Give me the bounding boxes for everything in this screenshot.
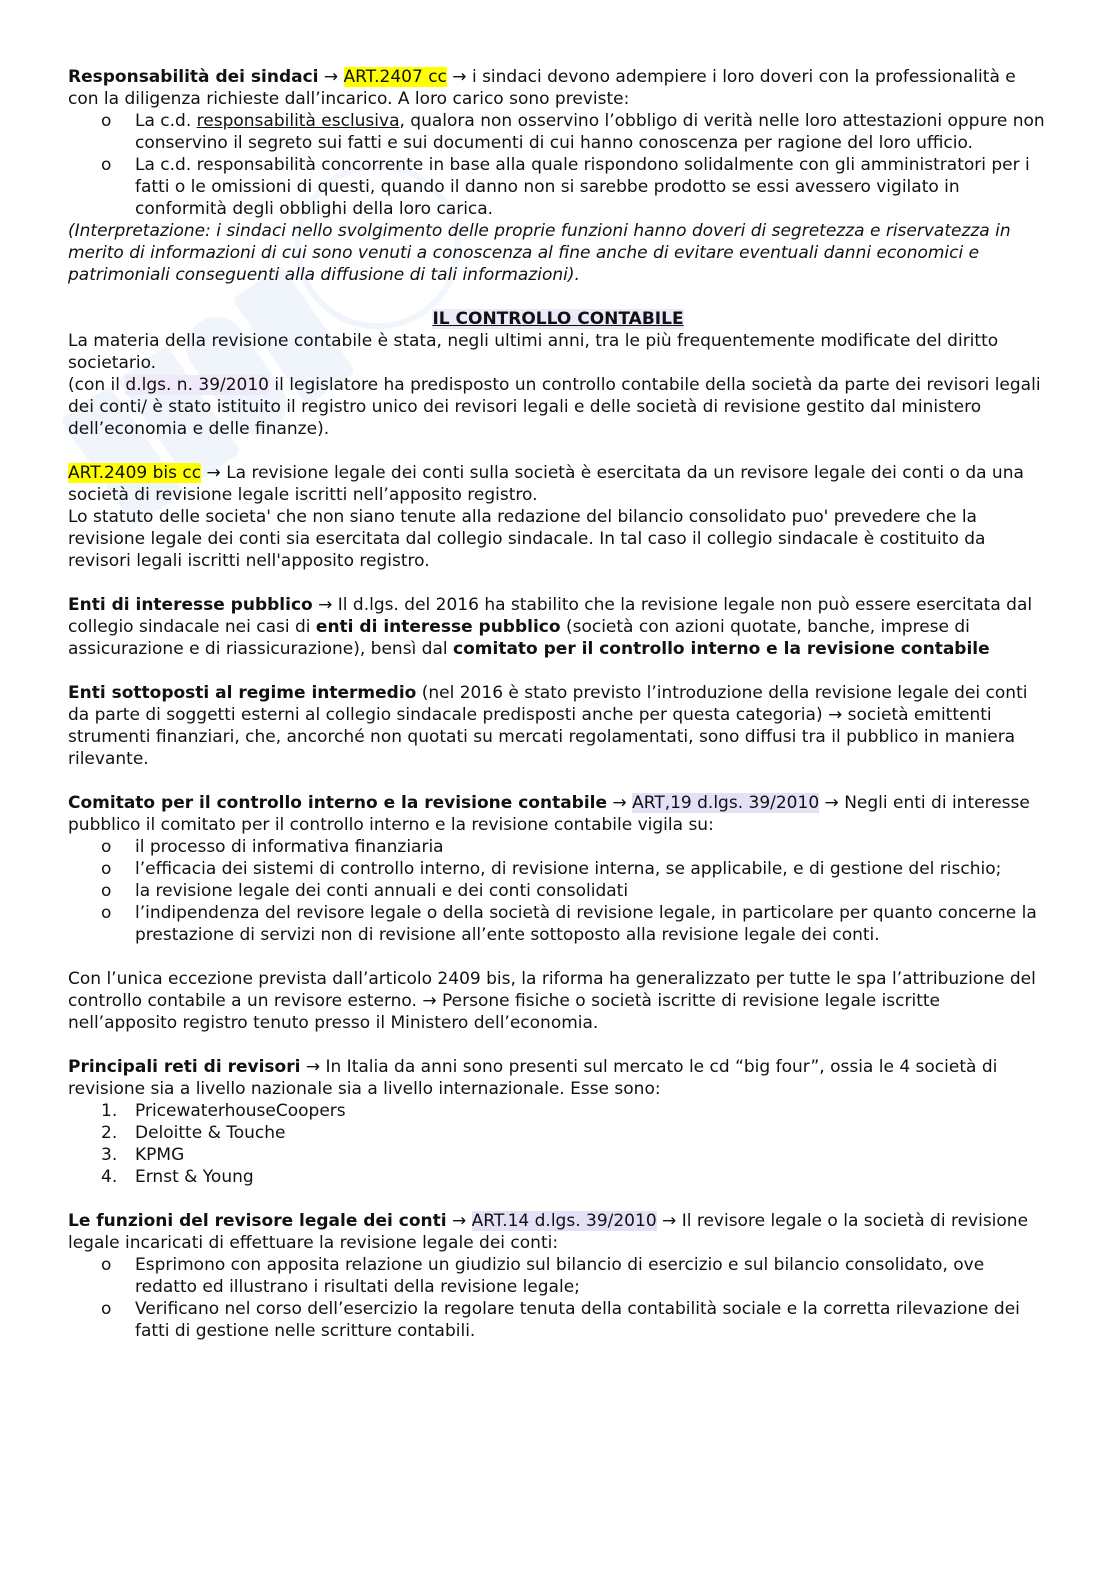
arrow-icon: → <box>318 595 333 615</box>
list-item: o l’indipendenza del revisore legale o della società di revisione legale, in particolare per quanto concerne la prestazione di servizi non di revisione all’ente sottoposto alla revisione legale dei conti. <box>101 903 1037 945</box>
ref-art2409: ART.2409 bis cc <box>68 463 202 483</box>
list-item: o Esprimono con apposita relazione un giudizio sul bilancio di esercizio e sul bilancio consolidato, ove redatto ed illustrano i risultati della revisione legale; <box>101 1255 985 1297</box>
responsabilita-esclusiva: responsabilità esclusiva <box>196 111 400 131</box>
bullet-icon: o <box>101 1255 112 1275</box>
document-page <box>68 66 1048 1342</box>
list-item: o il processo di informativa finanziaria <box>101 837 444 857</box>
arrow-icon: → <box>828 705 843 725</box>
ref-art19: ART,19 d.lgs. 39/2010 <box>632 793 820 813</box>
arrow-icon: → <box>323 67 339 87</box>
bullet-icon: o <box>101 881 112 901</box>
reti-paragraph: Principali reti di revisori → In Italia da anni sono presenti sul mercato le cd “big four”, ossia le 4 società di revisione sia a livello nazionale sia a livello internazionale. Esse sono: <box>68 1057 998 1099</box>
interpretazione: (Interpretazione: i sindaci nello svolgimento delle proprie funzioni hanno doveri di segretezza e riservatezza in merito di informazioni di cui sono venuti a conoscenza al fine anche di evitare eventuali danni economici e patrimoniali conseguenti alla diffusione di tali informazioni). <box>68 221 1011 285</box>
intermedio-paragraph: Enti sottoposti al regime intermedio (nel 2016 è stato previsto l’introduzione della revisione legale dei conti da parte di soggetti esterni al collegio sindacale predisposti anche per questa categoria) → società emittenti strumenti finanziari, che, ancorché non quotati su mercati regolamentati, sono diffusi tra il pubblico in maniera rilevante. <box>68 683 1028 769</box>
reti-title: Principali reti di revisori <box>68 1057 301 1077</box>
sindaci-paragraph <box>68 66 1048 110</box>
bullet-icon: o <box>101 1299 112 1319</box>
sindaci-text: i sindaci devono adempiere i loro doveri con la professionalità e con la diligenza richieste dall’incarico. A loro carico sono previste: <box>68 67 1016 109</box>
list-item: 3. KPMG <box>101 1145 185 1165</box>
big-four-list <box>68 1100 1048 1188</box>
list-item: o La c.d. responsabilità concorrente in base alla quale rispondono solidalmente con gli amministratori per i fatti o le omissioni di questi, quando il danno non si sarebbe prodotto se essi avessero vigilato in conformità degli obblighi della loro carica. <box>101 155 1030 219</box>
bullet-icon: o <box>101 903 112 923</box>
enti-title: Enti di interesse pubblico <box>68 595 313 615</box>
bullet-icon: o <box>101 111 112 131</box>
list-item: o la revisione legale dei conti annuali e dei conti consolidati <box>101 881 629 901</box>
ref-art14: ART.14 d.lgs. 39/2010 <box>471 1211 657 1231</box>
section-heading: IL CONTROLLO CONTABILE <box>432 309 684 329</box>
ref-art2407: ART.2407 cc <box>343 67 447 87</box>
bullet-icon: o <box>101 859 112 879</box>
eccezione-paragraph: Con l’unica eccezione prevista dall’articolo 2409 bis, la riforma ha generalizzato per tutte le spa l’attribuzione del controllo contabile a un revisore esterno. → Persone fisiche o società iscritte di revisione legale iscritte nell’apposito registro tenuto presso il Ministero dell’economia. <box>68 969 1036 1033</box>
arrow-icon: → <box>612 793 627 813</box>
sindaci-title: Responsabilità dei sindaci <box>68 67 319 87</box>
arrow-icon: → <box>422 991 437 1011</box>
bullet-icon: o <box>101 155 112 175</box>
art2409-p2: Lo statuto delle societa' che non siano tenute alla redazione del bilancio consolidato puo' prevedere che la revisione legale dei conti sia esercitata dal collegio sindacale. In tal caso il collegio sindacale è costituito da revisori legali iscritti nell'apposito registro. <box>68 507 986 571</box>
arrow-icon: → <box>452 67 467 87</box>
intermedio-title: Enti sottoposti al regime intermedio <box>68 683 417 703</box>
list-item: o Verificano nel corso dell’esercizio la regolare tenuta della contabilità sociale e la corretta rilevazione dei fatti di gestione nelle scritture contabili. <box>101 1299 1020 1341</box>
list-item: o La c.d. responsabilità esclusiva, qualora non osservino l’obbligo di verità nelle loro attestazioni oppure non conservino il segreto sui fatti e sui documenti di cui hanno conoscenza per ragione del loro ufficio. <box>101 111 1045 153</box>
comitato-list <box>68 836 1048 946</box>
arrow-icon: → <box>206 463 221 483</box>
arrow-icon: → <box>451 1211 467 1231</box>
funzioni-title: Le funzioni del revisore legale dei conti <box>68 1211 447 1231</box>
enti-paragraph: Enti di interesse pubblico → Il d.lgs. del 2016 ha stabilito che la revisione legale non può essere esercitata dal collegio sindacale nei casi di enti di interesse pubblico (società con azioni quotate, banche, imprese di assicurazione e di riassicurazione), bensì dal comitato per il controllo interno e la revisione contabile <box>68 595 1033 659</box>
art2409-paragraph: ART.2409 bis cc → La revisione legale dei conti sulla società è esercitata da un revisore legale dei conti o da una società di revisione legale iscritti nell’apposito registro. <box>68 463 1024 505</box>
intro-p1: La materia della revisione contabile è stata, negli ultimi anni, tra le più frequentemente modificate del diritto societario. <box>68 331 999 373</box>
arrow-icon: → <box>662 1211 677 1231</box>
arrow-icon: → <box>824 793 839 813</box>
ref-dlgs-39-2010: d.lgs. n. 39/2010 <box>125 375 270 395</box>
list-item: o l’efficacia dei sistemi di controllo interno, di revisione interna, se applicabile, e di gestione del rischio; <box>101 859 1002 879</box>
intro-p2: (con il d.lgs. n. 39/2010 il legislatore ha predisposto un controllo contabile della società da parte dei revisori legali dei conti/ è stato istituito il registro unico dei revisori legali e delle società di revisione gestito dal ministero dell’economia e delle finanze). <box>68 375 1041 439</box>
bullet-icon: o <box>101 837 112 857</box>
funzioni-paragraph: Le funzioni del revisore legale dei conti → ART.14 d.lgs. 39/2010 → Il revisore legale o la società di revisione legale incaricati di effettuare la revisione legale dei conti: <box>68 1211 1029 1253</box>
sindaci-list <box>68 110 1048 220</box>
list-item: 4. Ernst & Young <box>101 1167 254 1187</box>
arrow-icon: → <box>305 1057 321 1077</box>
comitato-paragraph: Comitato per il controllo interno e la revisione contabile → ART,19 d.lgs. 39/2010 → Negli enti di interesse pubblico il comitato per il controllo interno e la revisione contabile vigila su: <box>68 793 1030 835</box>
list-item: 1. PricewaterhouseCoopers <box>101 1101 346 1121</box>
funzioni-list <box>68 1254 1048 1342</box>
comitato-title: Comitato per il controllo interno e la revisione contabile <box>68 793 608 813</box>
list-item: 2. Deloitte & Touche <box>101 1123 286 1143</box>
